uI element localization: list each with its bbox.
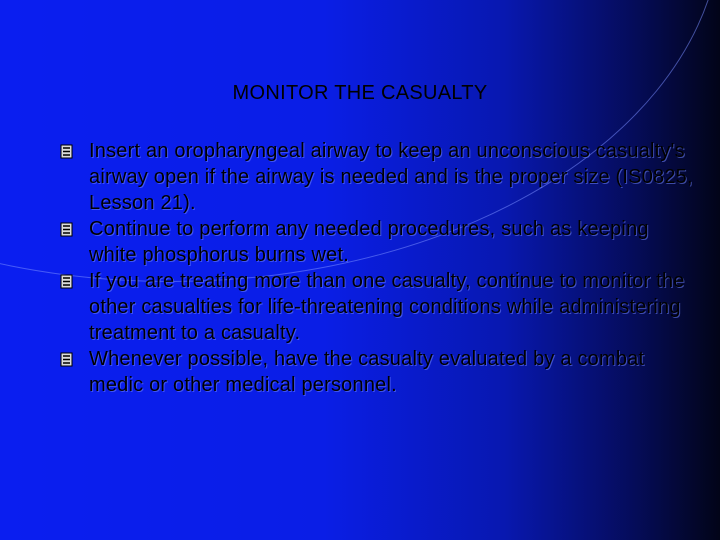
slide-title: MONITOR THE CASUALTY [232, 82, 488, 104]
bullet-item-procedures [60, 216, 700, 268]
bullet-item-evaluation [60, 346, 700, 398]
bullet-text: Whenever possible, have the casualty evaluated by a combat medic or other medical personnel. [89, 348, 645, 396]
bullet-item-multiple-casualties [60, 268, 700, 346]
wingdings-3-bullet-icon [60, 144, 73, 159]
wingdings-3-bullet-icon [60, 274, 73, 289]
bullet-text: Continue to perform any needed procedures, such as keeping white phosphorus burns wet. [89, 218, 649, 266]
bullet-text: If you are treating more than one casualty, continue to monitor the other casualties for life-threatening conditions while administering treatment to a casualty. [89, 270, 685, 344]
wingdings-3-bullet-icon [60, 352, 73, 367]
bullet-list [60, 138, 700, 398]
bullet-text: Insert an oropharyngeal airway to keep an unconscious casualty's airway open if the airway is needed and is the proper size (IS0825, Lesson 21). [89, 140, 693, 214]
bullet-item-airway [60, 138, 700, 216]
wingdings-3-bullet-icon [60, 222, 73, 237]
